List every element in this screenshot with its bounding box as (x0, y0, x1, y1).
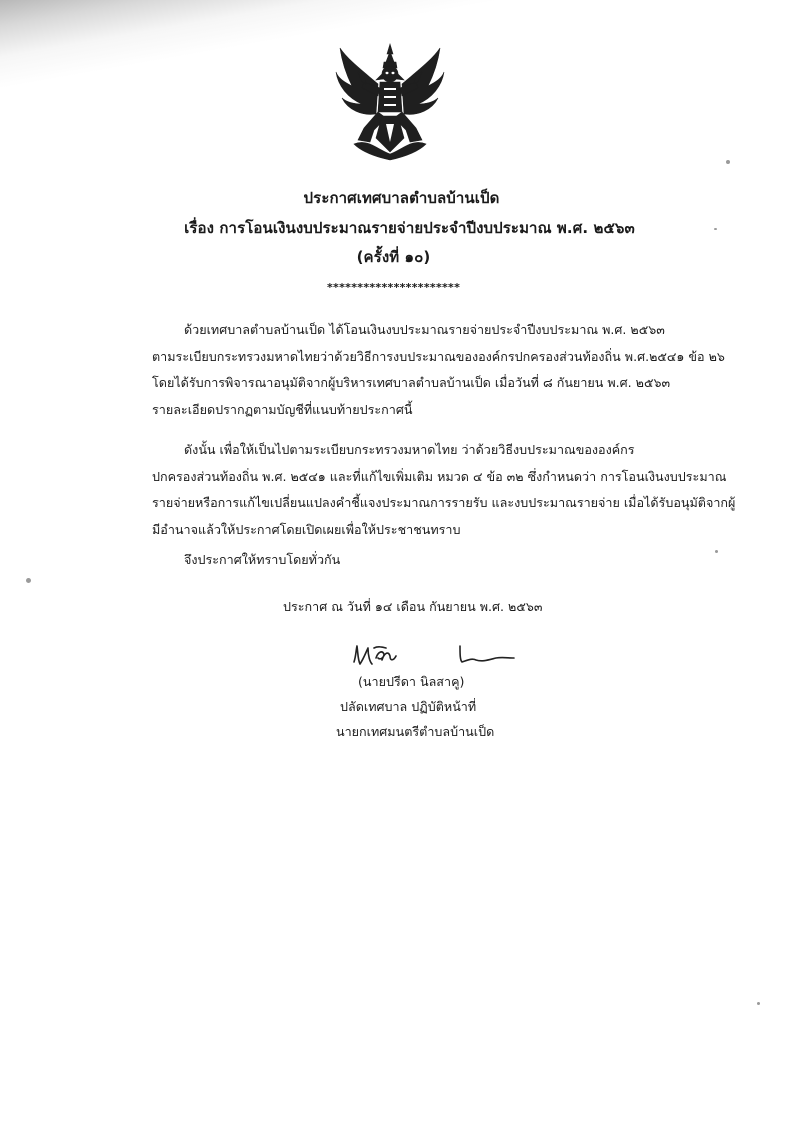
paragraph-line: ตามระเบียบกระทรวงมหาดไทยว่าด้วยวิธีการงบประมาณขององค์กรปกครองส่วนท้องถิ่น พ.ศ.๒๕๔๑ ข้อ ๒๖ (152, 348, 725, 364)
announcement-date: ประกาศ ณ วันที่ ๑๔ เดือน กันยายน พ.ศ. ๒๕๖๓ (283, 599, 543, 614)
announcement-round: (ครั้งที่ ๑๐) (356, 248, 431, 266)
paragraph-line: ด้วยเทศบาลตำบลบ้านเป็ด ได้โอนเงินงบประมาณรายจ่ายประจำปีงบประมาณ พ.ศ. ๒๕๖๓ (184, 322, 665, 337)
paragraph-line: มีอำนาจแล้วให้ประกาศโดยเปิดเผยเพื่อให้ประชาชนทราบ (152, 521, 461, 537)
announcement-title: ประกาศเทศบาลตำบลบ้านเป็ด (303, 189, 500, 207)
garuda-emblem-icon (334, 42, 446, 162)
body-paragraph-3: จึงประกาศให้ทราบโดยทั่วกัน (184, 552, 341, 567)
paragraph-line: ดังนั้น เพื่อให้เป็นไปตามระเบียบกระทรวงมหาดไทย ว่าด้วยวิธีงบประมาณขององค์กร (184, 442, 635, 457)
scan-speck (714, 228, 717, 230)
announcement-subject: เรื่อง การโอนเงินงบประมาณรายจ่ายประจำปีงบประมาณ พ.ศ. ๒๕๖๓ (184, 219, 635, 237)
signer-position: ปลัดเทศบาล ปฏิบัติหน้าที่ (340, 699, 477, 714)
scan-speck (726, 160, 730, 164)
body-paragraph-2 (152, 437, 736, 543)
body-paragraph-1 (152, 317, 725, 423)
separator-line: ********************** (327, 281, 461, 294)
paragraph-line: รายละเอียดปรากฏตามบัญชีที่แนบท้ายประกาศนี้ (152, 401, 413, 417)
signature-icon (348, 640, 518, 674)
scan-speck (757, 1002, 760, 1005)
scan-speck (715, 550, 718, 553)
paragraph-line: รายจ่ายหรือการแก้ไขเปลี่ยนแปลงคำชี้แจงประมาณการรายรับ และงบประมาณรายจ่าย เมื่อได้รับอนุมัติจากผู้ (152, 495, 736, 510)
scan-speck (26, 578, 31, 583)
signer-name: (นายปรีดา นิลสาคู) (358, 674, 465, 689)
signer-position-acting: นายกเทศมนตรีตำบลบ้านเป็ด (336, 724, 495, 739)
paragraph-line: ปกครองส่วนท้องถิ่น พ.ศ. ๒๕๔๑ และที่แก้ไขเพิ่มเติม หมวด ๔ ข้อ ๓๒ ซึ่งกำหนดว่า การโอนเงินงบประมาณ (152, 468, 727, 484)
paragraph-line: โดยได้รับการพิจารณาอนุมัติจากผู้บริหารเทศบาลตำบลบ้านเป็ด เมื่อวันที่ ๘ กันยายน พ.ศ. ๒๕๖๓ (152, 375, 671, 390)
